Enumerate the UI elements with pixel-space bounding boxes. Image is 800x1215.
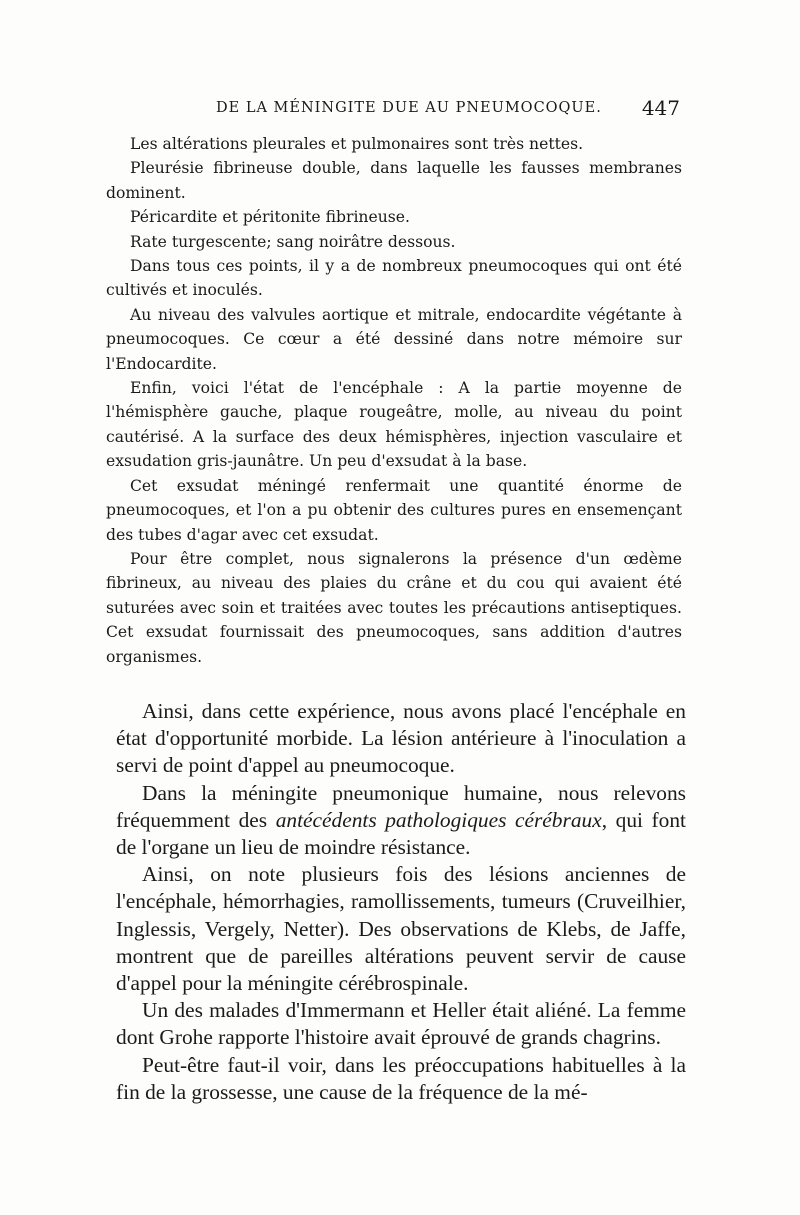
paragraph: Pour être complet, nous signalerons la présence d'un œdème fibrineux, au niveau des plaies du crâne et du cou qui avaient été suturées avec soin et traitées avec toutes les précautions antiseptiques. Cet exsudat fournissait des pneumocoques, sans addition d'autres organismes. (106, 549, 682, 666)
paragraph: Dans tous ces points, il y a de nombreux pneumocoques qui ont été cultivés et inoculés. (106, 257, 682, 300)
page-number: 447 (641, 96, 680, 120)
paragraph: Pleurésie fibrineuse double, dans laquelle les fausses membranes dominent. (106, 159, 682, 202)
page-header (130, 96, 680, 120)
text-run: Dans la méningite pneumonique humaine, nous relevons fréquemment des (116, 780, 686, 832)
paragraph: Un des malades d'Immermann et Heller était aliéné. La femme dont Grohe rapporte l'histoire avait éprouvé de grands chagrins. (116, 998, 686, 1050)
paragraph: Cet exsudat méningé renfermait une quantité énorme de pneumocoques, et l'on a pu obtenir des cultures pures en ensemençant des tubes d'agar avec cet exsudat. (106, 476, 682, 544)
paragraph (116, 780, 686, 862)
paragraph: Péricardite et péritonite fibrineuse. (130, 208, 410, 227)
paragraph: Rate turgescente; sang noirâtre dessous. (130, 232, 456, 251)
paragraph: Au niveau des valvules aortique et mitrale, endocardite végétante à pneumocoques. Ce cœur a été dessiné dans notre mémoire sur l'Endocardite. (106, 305, 682, 373)
paragraph: Ainsi, dans cette expérience, nous avons placé l'encéphale en état d'opportunité morbide. La lésion antérieure à l'inoculation a servi de point d'appel au pneumocoque. (116, 699, 686, 778)
running-head: DE LA MÉNINGITE DUE AU PNEUMOCOQUE. (216, 100, 602, 116)
discussion-text (116, 698, 686, 1106)
paragraph: Peut-être faut-il voir, dans les préoccupations habituelles à la fin de la grossesse, une cause de la fréquence de la mé- (116, 1052, 686, 1104)
observation-text (106, 132, 682, 669)
italic-emphasis: antécédents pathologiques cérébraux (275, 807, 602, 832)
paragraph: Ainsi, on note plusieurs fois des lésions anciennes de l'encéphale, hémorrhagies, ramollissements, tumeurs (Cruveilhier, Inglessis, Vergely, Netter). Des observations de Klebs, de Jaffe, montrent que de pareilles altérations peuvent servir de cause d'appel pour la méningite cérébrospinale. (116, 862, 686, 996)
paragraph: Enfin, voici l'état de l'encéphale : A la partie moyenne de l'hémisphère gauche, plaque rougeâtre, molle, au niveau du point cautérisé. A la surface des deux hémisphères, injection vasculaire et exsudation gris-jaunâtre. Un peu d'exsudat à la base. (106, 379, 682, 471)
paragraph: Les altérations pleurales et pulmonaires sont très nettes. (130, 135, 584, 153)
text-run: , qui font de l'organe un lieu de moindre résistance. (116, 807, 686, 860)
